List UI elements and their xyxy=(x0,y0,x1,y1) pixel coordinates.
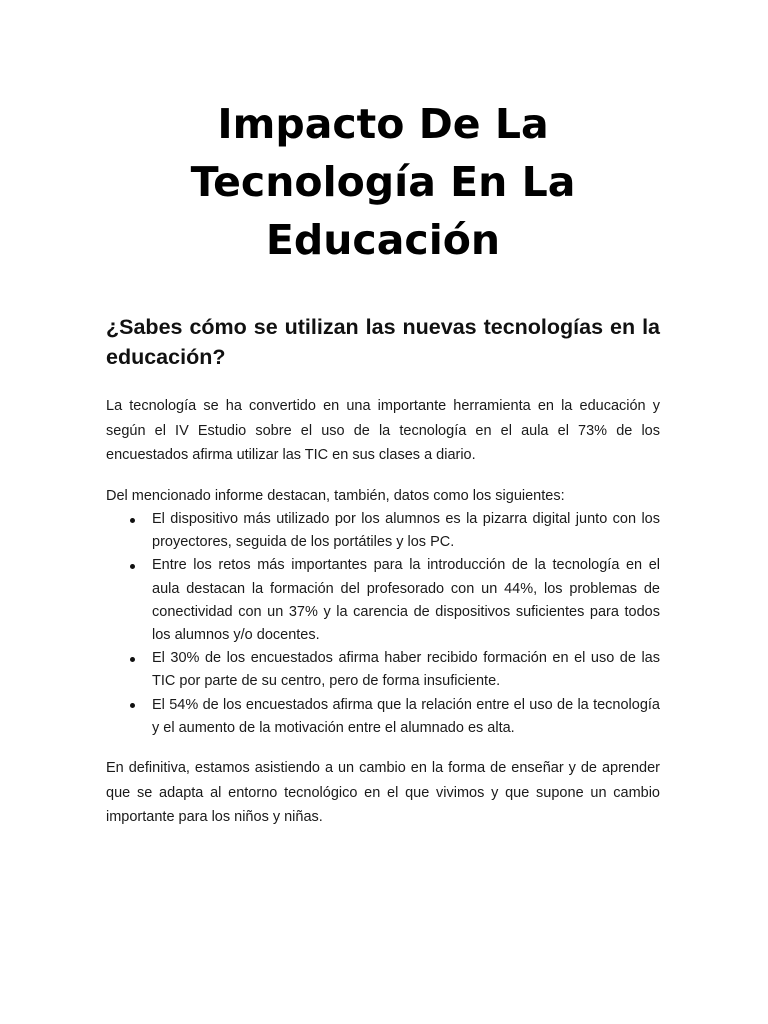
bullet-text: El 30% de los encuestados afirma haber recibido formación en el uso de las TIC por parte de su centro, pero de forma insuficiente. xyxy=(152,650,660,690)
bullet-item xyxy=(106,694,660,740)
list-intro-paragraph: Del mencionado informe destacan, también, datos como los siguientes: xyxy=(106,487,565,504)
bullet-icon xyxy=(130,564,135,569)
document-title: Impacto De La Tecnología En La Educación xyxy=(190,100,576,264)
bullet-item xyxy=(106,508,660,554)
bullet-text: El 54% de los encuestados afirma que la relación entre el uso de la tecnología y el aumento de la motivación entre el alumnado es alta. xyxy=(152,696,660,736)
bullet-icon xyxy=(130,657,135,662)
conclusion-paragraph: En definitiva, estamos asistiendo a un cambio en la forma de enseñar y de aprender que se adapta al entorno tecnológico en el que vivimos y que supone un cambio importante para los niños y niñas. xyxy=(106,760,660,826)
bullet-item xyxy=(106,554,660,647)
bullet-icon xyxy=(130,703,135,708)
intro-paragraph: La tecnología se ha convertido en una importante herramienta en la educación y según el IV Estudio sobre el uso de la tecnología en el aula el 73% de los encuestados afirma utilizar las TIC en sus clases a diario. xyxy=(106,398,660,463)
bullet-icon xyxy=(130,518,135,523)
document-body xyxy=(106,95,660,830)
bullet-text: El dispositivo más utilizado por los alumnos es la pizarra digital junto con los proyectores, seguida de los portátiles y los PC. xyxy=(152,511,660,551)
bullet-text: Entre los retos más importantes para la introducción de la tecnología en el aula destacan la formación del profesorado con un 44%, los problemas de conectividad con un 37% y la carencia de dispositivos suficientes para todos los alumnos y/o docentes. xyxy=(152,557,660,644)
document-subtitle: ¿Sabes cómo se utilizan las nuevas tecnologías en la educación? xyxy=(106,315,660,369)
bullet-item xyxy=(106,647,660,693)
bullet-list xyxy=(106,508,660,740)
